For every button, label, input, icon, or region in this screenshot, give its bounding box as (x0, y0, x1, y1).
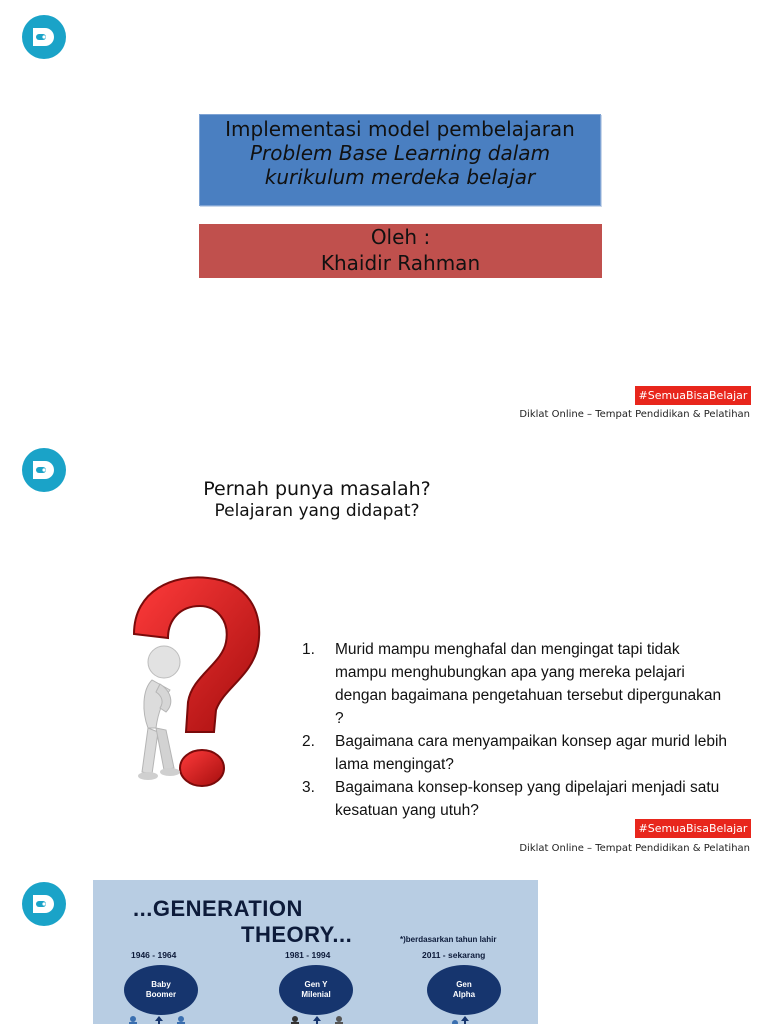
gen-name: Gen (456, 980, 472, 989)
gen-name: Gen Y (304, 980, 328, 989)
list-text: Bagaimana cara menyampaikan konsep agar murid lebih lama mengingat? (335, 733, 728, 773)
list-number: 1. (302, 641, 315, 658)
slide-3 (0, 862, 768, 1024)
list-number: 3. (302, 779, 315, 796)
slide-heading (0, 478, 634, 522)
gen-circle-gen-alpha (427, 965, 501, 1015)
diklat-logo-icon (22, 15, 66, 59)
list-text: Murid mampu menghafal dan mengingat tapi tidak mampu menghubungkan apa yang mereka pelajari dengan bagaimana pengetahuan tersebut dipergunakan ? (335, 641, 722, 727)
gen-years: 1981 - 1994 (285, 950, 331, 960)
slide-footer: Diklat Online – Tempat Pendidikan & Pelatihan (519, 409, 750, 420)
diklat-logo-icon (22, 882, 66, 926)
slide-1 (0, 0, 768, 432)
heading-question: Pernah punya masalah? (203, 478, 431, 500)
arrow-up-icon (445, 1015, 485, 1024)
list-text: Bagaimana konsep-konsep yang dipelajari menjadi satu kesatuan yang utuh? (335, 779, 720, 819)
hashtag-badge: #SemuaBisaBelajar (635, 386, 751, 405)
generation-theory-image (93, 880, 538, 1024)
author-name: Khaidir Rahman (320, 251, 481, 275)
gen-years: 2011 - sekarang (422, 950, 486, 960)
slide-2 (0, 432, 768, 862)
gen-name: Alpha (452, 990, 476, 999)
people-icon (285, 1015, 355, 1024)
gen-name: Baby (151, 980, 171, 989)
question-mark-figure-icon (112, 572, 272, 802)
gen-name: Boomer (145, 990, 177, 999)
people-icon (123, 1015, 193, 1024)
heading-subquestion: Pelajaran yang didapat? (214, 501, 420, 521)
question-list (302, 638, 732, 822)
gen-note: *)berdasarkan tahun lahir (400, 935, 497, 944)
gen-circle-gen-y (279, 965, 353, 1015)
gen-years: 1946 - 1964 (131, 950, 177, 960)
author-label: Oleh : (370, 225, 431, 249)
gen-title-line-2: THEORY... (241, 922, 353, 947)
presentation-title-box (199, 114, 601, 206)
title-line-1: Implementasi model pembelajaran (225, 117, 575, 141)
author-box (199, 224, 602, 278)
slide-footer: Diklat Online – Tempat Pendidikan & Pelatihan (519, 843, 750, 854)
gen-name: Milenial (301, 990, 331, 999)
title-line-2: Problem Base Learning dalam kurikulum merdeka belajar (249, 141, 551, 189)
list-item (302, 776, 732, 822)
list-item (302, 638, 732, 730)
gen-circle-baby-boomer (124, 965, 198, 1015)
list-item (302, 730, 732, 776)
hashtag-badge: #SemuaBisaBelajar (635, 819, 751, 838)
gen-title-line-1: ...GENERATION (133, 896, 303, 921)
list-number: 2. (302, 733, 315, 750)
